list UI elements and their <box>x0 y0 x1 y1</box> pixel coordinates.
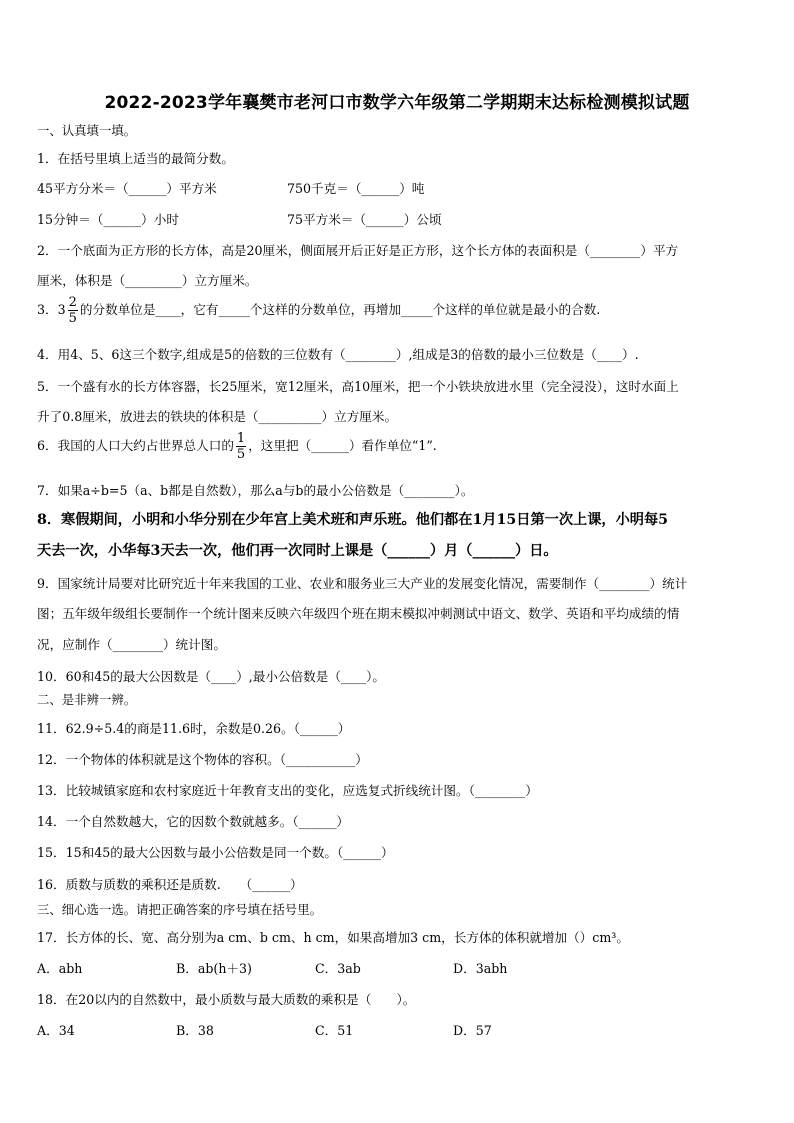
question-6-fraction-denominator: 5 <box>236 447 246 462</box>
question-3-fraction-numerator: 2 <box>68 295 77 310</box>
question-5-line-1: 5．一个盛有水的长方体容器，长25厘米，宽12厘米，高10厘米，把一个小铁块放进水里（完全浸没），这时水面上 <box>37 379 679 394</box>
question-3-suffix: 的分数单位是____，它有_____个这样的分数单位，再增加_____个这样的单位就是最小的合数. <box>79 302 601 317</box>
question-9-line-3: 况，应制作（________）统计图。 <box>37 637 226 652</box>
question-18-option-b: B．38 <box>176 1023 214 1038</box>
question-3 <box>37 296 600 325</box>
question-12: 12．一个物体的体积就是这个物体的容积。（___________） <box>37 752 368 767</box>
question-17-option-c: C．3ab <box>315 961 361 976</box>
question-1-item-b: 750千克＝（______）吨 <box>287 181 425 196</box>
question-15: 15．15和45的最大公因数与最小公倍数是同一个数。（______） <box>37 845 394 860</box>
question-14: 14．一个自然数越大，它的因数个数就越多。（______） <box>37 814 349 829</box>
question-3-fraction <box>68 296 78 325</box>
question-2-line-2: 厘米，体积是（_________）立方厘米。 <box>37 273 258 288</box>
question-11: 11．62.9÷5.4的商是11.6时，余数是0.26。（______） <box>37 721 351 736</box>
question-1-item-d: 75平方米＝（______）公顷 <box>287 212 442 227</box>
question-17-option-d: D．3abh <box>453 961 508 976</box>
question-6-suffix: ，这里把（______）看作单位“1”. <box>248 438 437 453</box>
question-9-line-2: 图；五年级年级组长要制作一个统计图来反映六年级四个班在期末模拟冲刺测试中语文、数学、英语和平均成绩的情 <box>37 606 680 621</box>
question-3-fraction-denominator: 5 <box>68 311 77 326</box>
section-heading-3: 三、细心选一选。请把正确答案的序号填在括号里。 <box>37 902 322 917</box>
section-heading-2: 二、是非辨一辨。 <box>37 692 137 707</box>
question-13: 13．比较城镇家庭和农村家庭近十年教育支出的变化，应选复式折线统计图。（________） <box>37 783 538 798</box>
question-17-stem: 17．长方体的长、宽、高分别为a cm、b cm、h cm，如果高增加3 cm，长方体的体积就增加（）cm³。 <box>37 930 629 945</box>
question-6-fraction <box>236 432 246 461</box>
question-8-line-2: 天去一次，小华每3天去一次，他们再一次同时上课是（______）月（______）日。 <box>37 543 558 559</box>
question-10: 10．60和45的最大公因数是（____）,最小公倍数是（____）。 <box>37 669 386 684</box>
question-18-stem: 18．在20以内的自然数中，最小质数与最大质数的乘积是（ ）。 <box>37 992 416 1007</box>
question-9-line-1: 9．国家统计局要对比研究近十年来我国的工业、农业和服务业三大产业的发展变化情况，需要制作（________）统计 <box>37 576 688 591</box>
question-6-fraction-numerator: 1 <box>236 431 246 446</box>
question-3-prefix: 3．3 <box>37 302 66 317</box>
page-title: 2022-2023学年襄樊市老河口市数学六年级第二学期期末达标检测模拟试题 <box>104 93 690 113</box>
question-8-line-1: 8．寒假期间，小明和小华分别在少年宫上美术班和声乐班。他们都在1月15日第一次上课，小明每5 <box>37 512 669 528</box>
question-6-prefix: 6．我国的人口大约占世界总人口的 <box>37 438 234 453</box>
question-18-option-d: D．57 <box>453 1023 492 1038</box>
question-17-option-a: A．abh <box>37 961 83 976</box>
question-1-stem: 1．在括号里填上适当的最简分数。 <box>37 151 234 166</box>
question-4: 4．用4、5、6这三个数字,组成是5的倍数的三位数有（________）,组成是3的倍数的最小三位数是（____）. <box>37 347 639 362</box>
section-heading-1: 一、认真填一填。 <box>37 123 137 138</box>
question-5-line-2: 升了0.8厘米，放进去的铁块的体积是（__________）立方厘米。 <box>37 409 398 424</box>
question-17-option-b: B．ab(h＋3) <box>176 961 252 976</box>
question-1-item-a: 45平方分米＝（______）平方米 <box>37 181 217 196</box>
question-6 <box>37 432 437 461</box>
question-7: 7．如果a÷b=5（a、b都是自然数），那么a与b的最小公倍数是（________）。 <box>37 483 474 498</box>
question-18-option-c: C．51 <box>315 1023 354 1038</box>
question-1-item-c: 15分钟＝（______）小时 <box>37 212 179 227</box>
question-16: 16．质数与质数的乘积还是质数. （______） <box>37 877 303 892</box>
question-18-option-a: A．34 <box>37 1023 75 1038</box>
question-2-line-1: 2．一个底面为正方形的长方体，高是20厘米，侧面展开后正好是正方形，这个长方体的表面积是（________）平方 <box>37 243 679 258</box>
